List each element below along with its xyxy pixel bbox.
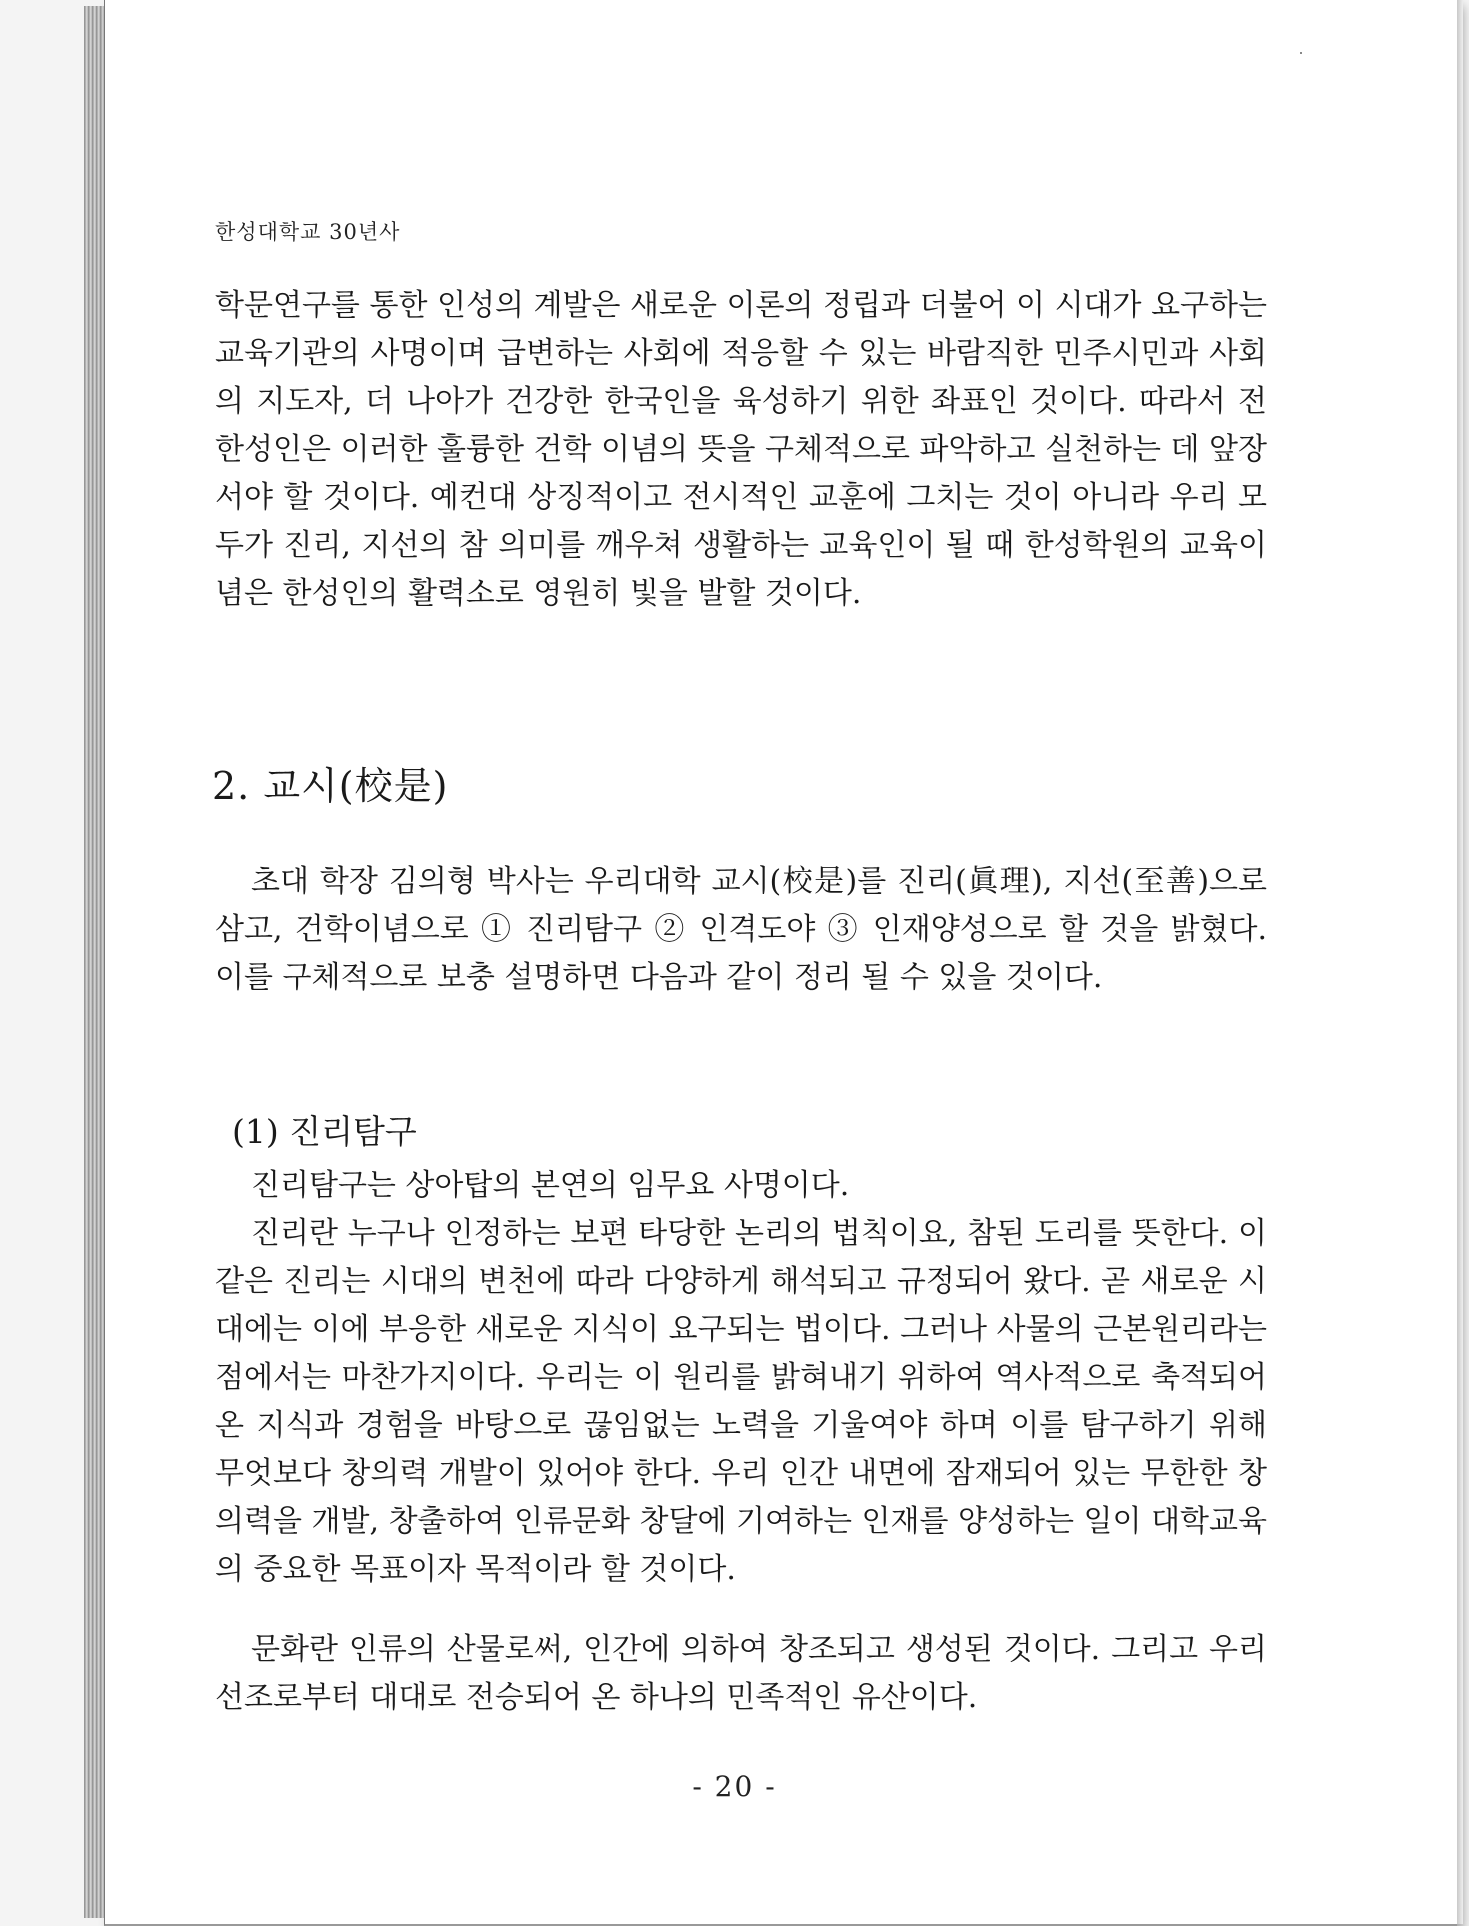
subsection-paragraph-1: 진리탐구는 상아탑의 본연의 임무요 사명이다. [251, 1168, 850, 1203]
intro-paragraph: 학문연구를 통한 인성의 계발은 새로운 이론의 정립과 더불어 이 시대가 요구하는 교육기관의 사명이며 급변하는 사회에 적응할 수 있는 바람직한 민주시민과 사회의 지도자, 더 나아가 건강한 한국인을 육성하기 위한 좌표인 것이다. 따라서 전 한성인은 이러한 훌륭한 건학 이념의 뜻을 구체적으로 파악하고 실천하는 데 앞장서야 할 것이다. 예컨대 상징적이고 전시적인 교훈에 그치는 것이 아니라 우리 모두가 진리, 지선의 참 의미를 깨우쳐 생활하는 교육인이 될 때 한성학원의 교육이념은 한성인의 활력소로 영원히 빛을 발할 것이다. [215, 288, 1267, 611]
scan-speck [1300, 52, 1302, 54]
page-number: - 20 - [692, 1770, 777, 1803]
subsection-heading: (1) 진리탐구 [232, 1112, 417, 1151]
section-paragraph: 초대 학장 김의형 박사는 우리대학 교시(校是)를 진리(眞理), 지선(至善)으로 삼고, 건학이념으로 ① 진리탐구 ② 인격도야 ③ 인재양성으로 할 것을 밝혔다. 이를 구체적으로 보충 설명하면 다음과 같이 정리 될 수 있을 것이다. [215, 864, 1267, 995]
section-heading: 2. 교시(校是) [212, 764, 449, 808]
running-header: 한성대학교 30년사 [215, 220, 401, 244]
subsection-paragraph-2: 진리란 누구나 인정하는 보편 타당한 논리의 법칙이요, 참된 도리를 뜻한다. 이 같은 진리는 시대의 변천에 따라 다양하게 해석되고 규정되어 왔다. 곧 새로운 시대에는 이에 부응한 새로운 지식이 요구되는 법이다. 그러나 사물의 근본원리라는 점에서는 마찬가지이다. 우리는 이 원리를 밝혀내기 위하여 역사적으로 축적되어 온 지식과 경험을 바탕으로 끊임없는 노력을 기울여야 하며 이를 탐구하기 위해 무엇보다 창의력 개발이 있어야 한다. 우리 인간 내면에 잠재되어 있는 무한한 창의력을 개발, 창출하여 인류문화 창달에 기여하는 인재를 양성하는 일이 대학교육의 중요한 목표이자 목적이라 할 것이다. [215, 1216, 1267, 1587]
subsection-paragraph-3: 문화란 인류의 산물로써, 인간에 의하여 창조되고 생성된 것이다. 그리고 우리 선조로부터 대대로 전승되어 온 하나의 민족적인 유산이다. [215, 1632, 1267, 1715]
page-shadow-edge [1457, 0, 1463, 1924]
